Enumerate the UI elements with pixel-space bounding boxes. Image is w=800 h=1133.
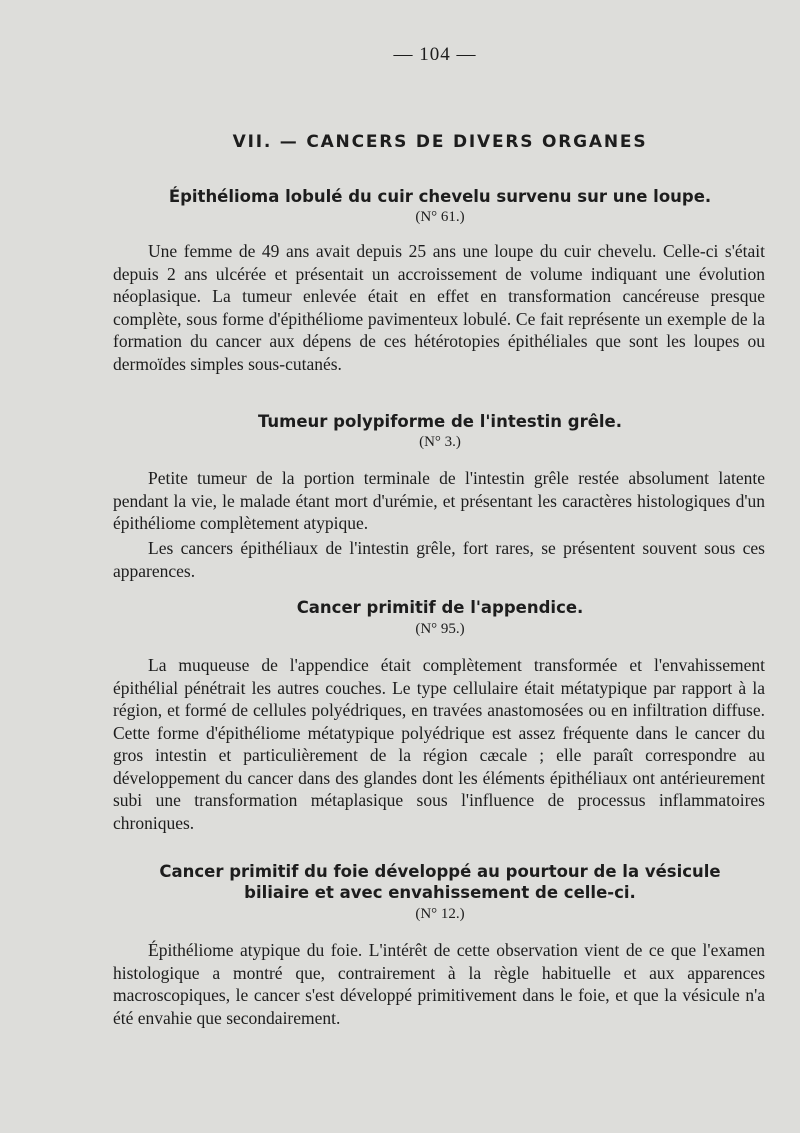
- case-number: (N° 61.): [415, 209, 465, 225]
- case-number: (N° 3.): [419, 434, 461, 450]
- section-title-line: biliaire et avec envahissement de celle-ci.: [244, 883, 636, 902]
- section-title-line: Cancer primitif du foie développé au pourtour de la vésicule: [159, 862, 721, 881]
- case-number: (N° 12.): [415, 906, 465, 922]
- section-title-line: Épithélioma lobulé du cuir chevelu survenu sur une loupe.: [168, 187, 712, 206]
- section-title-line: Cancer primitif de l'appendice.: [296, 598, 584, 617]
- chapter-title: VII. — CANCERS DE DIVERS ORGANES: [232, 132, 648, 152]
- paragraph: Petite tumeur de la portion terminale de l'intestin grêle restée absolument latente pendant la vie, le malade étant mort d'urémie, et présentant les caractères histologiques d'un épithéliome complètement atypique.: [113, 468, 765, 533]
- paragraph: Les cancers épithéliaux de l'intestin grêle, fort rares, se présentent souvent sous ces apparences.: [113, 538, 765, 581]
- paragraph: La muqueuse de l'appendice était complètement transformée et l'envahissement épithélial pénétrait les autres couches. Le type cellulaire était métatypique par rapport à la région, et formé de cellules polyédriques, en travées anastomosées ou en infiltration diffuse. Cette forme d'épithéliome métatypique polyédrique est assez fréquente dans le cancer du gros intestin et particulièrement de la région cæcale ; elle paraît correspondre au développement du cancer dans des glandes dont les éléments épithéliaux ont antérieurement subi une transformation métaplasique sous l'influence de processus inflammatoires chroniques.: [113, 655, 765, 833]
- section-title: [0, 186, 800, 207]
- section-title: [0, 597, 800, 618]
- paragraph: Épithéliome atypique du foie. L'intérêt de cette observation vient de ce que l'examen histologique a montré que, contrairement à la règle habituelle et aux apparences macroscopiques, le cancer s'est développé primitivement dans le foie, et que la vésicule n'a été envahie que secondairement.: [113, 940, 765, 1028]
- paragraph: Une femme de 49 ans avait depuis 25 ans une loupe du cuir chevelu. Celle-ci s'était depuis 2 ans ulcérée et présentait un accroissement de volume indiquant une évolution néoplasique. La tumeur enlevée était en effet en transformation cancéreuse presque complète, sous forme d'épithéliome pavimenteux lobulé. Ce fait représente un exemple de la formation du cancer aux dépens de ces hétérotopies épithéliales que sont les loupes ou dermoïdes simples sous-cutanés.: [113, 241, 765, 374]
- section-title-line: Tumeur polypiforme de l'intestin grêle.: [257, 412, 623, 431]
- section-title: [0, 411, 800, 432]
- page-number: — 104 —: [393, 44, 477, 65]
- section-title: [0, 861, 800, 903]
- case-number: (N° 95.): [415, 621, 465, 637]
